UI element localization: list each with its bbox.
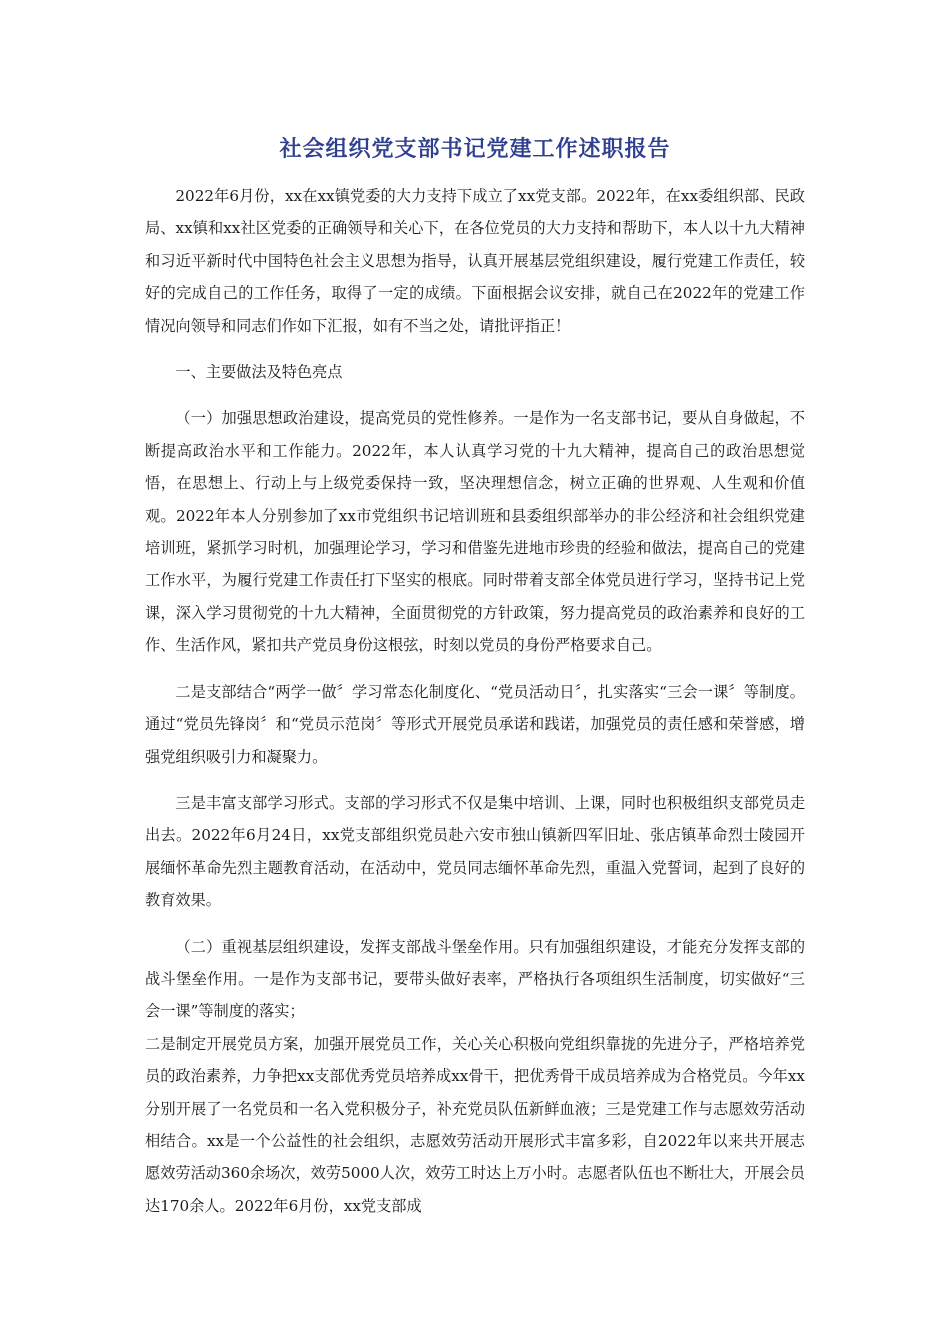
paragraph-intro: 2022年6月份，xx在xx镇党委的大力支持下成立了xx党支部。2022年，在xx委组织部、民政局、xx镇和xx社区党委的正确领导和关心下，在各位党员的大力支持和帮助下，本人以十九大精神和习近平新时代中国特色社会主义思想为指导，认真开展基层党组织建设，履行党建工作责任，较好的完成自己的工作任务，取得了一定的成绩。下面根据会议安排，就自己在2022年的党建工作情况向领导和同志们作如下汇报，如有不当之处，请批评指正！ [145,187,805,335]
paragraph-two-studies: 二是支部结合“两学一做〞学习常态化制度化、“党员活动日〞，扎实落实“三会一课〞等制度。通过“党员先锋岗〞和“党员示范岗〞等形式开展党员承诺和践诺，加强党员的责任感和荣誉感，增强党组织吸引力和凝聚力。 [145,682,805,766]
document-title: 社会组织党支部书记党建工作述职报告 [279,137,671,162]
paragraph-political-building: （一）加强思想政治建设，提高党员的党性修养。一是作为一名支部书记，要从自身做起，不断提高政治水平和工作能力。2022年，本人认真学习党的十九大精神，提高自己的政治思想觉悟，在思想上、行动上与上级党委保持一致，坚决理想信念，树立正确的世界观、人生观和价值观。2022年本人分别参加了xx市党组织书记培训班和县委组织部举办的非公经济和社会组织党建培训班，紧抓学习时机，加强理论学习，学习和借鉴先进地市珍贵的经验和做法，提高自己的党建工作水平，为履行党建工作责任打下坚实的根底。同时带着支部全体党员进行学习，坚持书记上党课，深入学习贯彻党的十九大精神，全面贯彻党的方针政策，努力提高党员的政治素养和良好的工作、生活作风，紧扣共产党员身份这根弦，时刻以党员的身份严格要求自己。 [145,409,805,655]
paragraph-study-forms: 三是丰富支部学习形式。支部的学习形式不仅是集中培训、上课，同时也积极组织支部党员走出去。2022年6月24日，xx党支部组织党员赴六安市独山镇新四军旧址、张店镇革命烈士陵园开展缅怀革命先烈主题教育活动，在活动中，党员同志缅怀革命先烈，重温入党誓词，起到了良好的教育效果。 [145,793,805,910]
section-heading: 一、主要做法及特色亮点 [175,363,343,382]
paragraph-organization-building: （二）重视基层组织建设，发挥支部战斗堡垒作用。只有加强组织建设，才能充分发挥支部的战斗堡垒作用。一是作为支部书记，要带头做好表率，严格执行各项组织生活制度，切实做好“三会一课”等制度的落实； [145,937,805,1021]
paragraph-member-development: 二是制定开展党员方案，加强开展党员工作，关心关心积极向党组织靠拢的先进分子，严格培养党员的政治素养，力争把xx支部优秀党员培养成xx骨干，把优秀骨干成员培养成为合格党员。今年xx分别开展了一名党员和一名入党积极分子，补充党员队伍新鲜血液；三是党建工作与志愿效劳活动相结合。xx是一个公益性的社会组织，志愿效劳活动开展形式丰富多彩，自2022年以来共开展志愿效劳活动360余场次，效劳5000人次，效劳工时达上万小时。志愿者队伍也不断壮大，开展会员达170余人。2022年6月份，xx党支部成 [145,1034,805,1215]
document-body [145,180,805,1222]
